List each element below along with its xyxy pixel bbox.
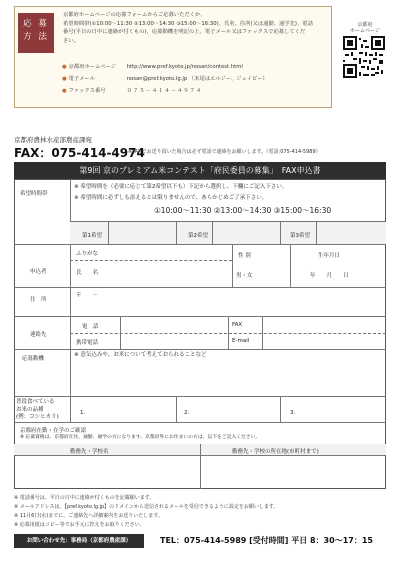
rice-variety-1[interactable]: 1. <box>80 410 86 416</box>
time-instruction-2: ※ 希望時間に必ずしも添えるとは限りませんので、あらかじめご了承下さい。 <box>74 195 268 201</box>
zip-field[interactable]: 〒 － <box>76 293 99 299</box>
inquiry-phone: TEL：075-414-5989 [受付時間] 平日 8：30～17：15 <box>160 536 373 545</box>
gender-label: 性 別 <box>238 253 251 259</box>
second-choice-input[interactable] <box>212 222 213 244</box>
address-label: 住 所 <box>30 297 47 303</box>
mobile-label: 携帯電話 <box>76 340 99 346</box>
time-instruction-1: ※ 希望時間を（必要に応じて第2希望以下も）下記から選択し、下欄にご記入下さい。 <box>74 184 288 190</box>
form-title: 第9回 京のプレミアム米コンテスト「府民委員の募集」 FAX申込書 <box>14 162 386 179</box>
time-options: ①10:00～11:30 ②13:00～14:30 ③15:00～16:30 <box>154 206 332 215</box>
web-url-link[interactable]: http://www.pref.kyoto.jp/nosan/contest.html <box>126 64 243 70</box>
first-choice-label: 第1希望 <box>82 233 102 239</box>
third-choice-label: 第3希望 <box>290 233 310 239</box>
note-4: ※ 応募用紙はコピー等でお手元に控えをお取りください。 <box>14 522 145 528</box>
application-intro: 京都府ホームページの応募フォームからご応募いただくか、 希望時間帯(①10:00～11:30 ②13:00～14:30 ③15:00～16:30)、氏名、住所(又は通勤、通学先)、電話 番号(平日の日中に連絡が付くもの)、応募動機を明記の上、電子メール又はファックスで応募してくだ さい。 <box>63 12 313 44</box>
application-method-tag: 応 募 方 法 <box>18 13 54 53</box>
label-divider <box>70 179 71 422</box>
bullet-icon: ● <box>62 76 67 82</box>
gender-option[interactable]: 男・女 <box>236 273 253 279</box>
rice-variety-3[interactable]: 3. <box>290 410 296 416</box>
bullet-icon: ● <box>62 64 67 70</box>
phone-label: 電 話 <box>82 324 99 330</box>
rice-variety-2[interactable]: 2. <box>184 410 190 416</box>
commute-title: 京都府在勤・在学のご確認 <box>20 428 87 434</box>
workplace-label: 勤務先・学校名 <box>70 449 109 455</box>
bullet-icon: ● <box>62 88 67 94</box>
contact-label: 連絡先 <box>30 332 47 338</box>
fax-label: FAX <box>232 322 243 328</box>
qr-caption: 京都府 ホームページ <box>350 22 380 34</box>
fax-note: ※FAXでお送り頂いた場合は必ず電話で連絡をお願いします。（電話:075-414-5989） <box>128 149 321 155</box>
birthdate-label: 生年月日 <box>318 253 341 259</box>
applicant-label: 申込者 <box>30 269 47 275</box>
qr-code-icon[interactable] <box>343 36 385 78</box>
first-choice-input[interactable] <box>108 222 109 244</box>
mail-contact: ● 電子メール nosan@pref.kyoto.lg.jp （末尾はエルジー、ジェイピー） <box>62 76 268 82</box>
third-choice-input[interactable] <box>316 222 317 244</box>
note-1: ※ 電話番号は、平日の日中に連絡が付くものを記載願います。 <box>14 495 155 501</box>
fax-number-heading: FAX：075-414-4974 <box>14 146 145 160</box>
motive-label: 応募動機 <box>22 356 45 362</box>
note-3: ※ 11月6日(水)までに、ご連絡先へ詳細案内をお送りいたします。 <box>14 513 163 519</box>
mail-address-link[interactable]: nosan@pref.kyoto.lg.jp （末尾はエルジー、ジェイピー） <box>126 76 268 82</box>
department-name: 京都府農林水産部農産課宛 <box>14 136 92 144</box>
web-contact: ● 京都府ホームページ http://www.pref.kyoto.jp/nosan/contest.html <box>62 64 243 70</box>
name-label: 氏 名 <box>76 270 99 276</box>
fax-contact: ● ファックス番号 ０７５－４１４－４９７４ <box>62 88 203 94</box>
birthdate-field[interactable]: 年 月 日 <box>310 273 349 279</box>
inquiry-contact-bar: お問い合わせ先：事務局（京都府農産課） <box>14 534 144 548</box>
second-choice-label: 第2希望 <box>188 233 208 239</box>
motive-hint: ※ 意気込みや、お米について考えておられることなど <box>74 352 207 358</box>
commute-note: ※ 応募資格は、京都府在住、通勤、通学の方になります。京都府外にお住まいの方は、以下をご記入ください。 <box>20 435 261 440</box>
workplace-location-label: 勤務先・学校の所在地(市町村まで) <box>232 449 319 455</box>
time-label: 希望時間帯 <box>20 191 48 197</box>
note-2: ※ メールアドレスは、【pref.kyoto.lg.jp】のドメインから送信されるメールを受信できるように設定をお願いします。 <box>14 504 279 510</box>
rice-variety-label: 普段食べている お米の品種 (例：コシヒカリ) <box>16 399 59 420</box>
furigana-label: ふりがな <box>76 251 99 257</box>
email-label: E-mail <box>232 338 250 344</box>
